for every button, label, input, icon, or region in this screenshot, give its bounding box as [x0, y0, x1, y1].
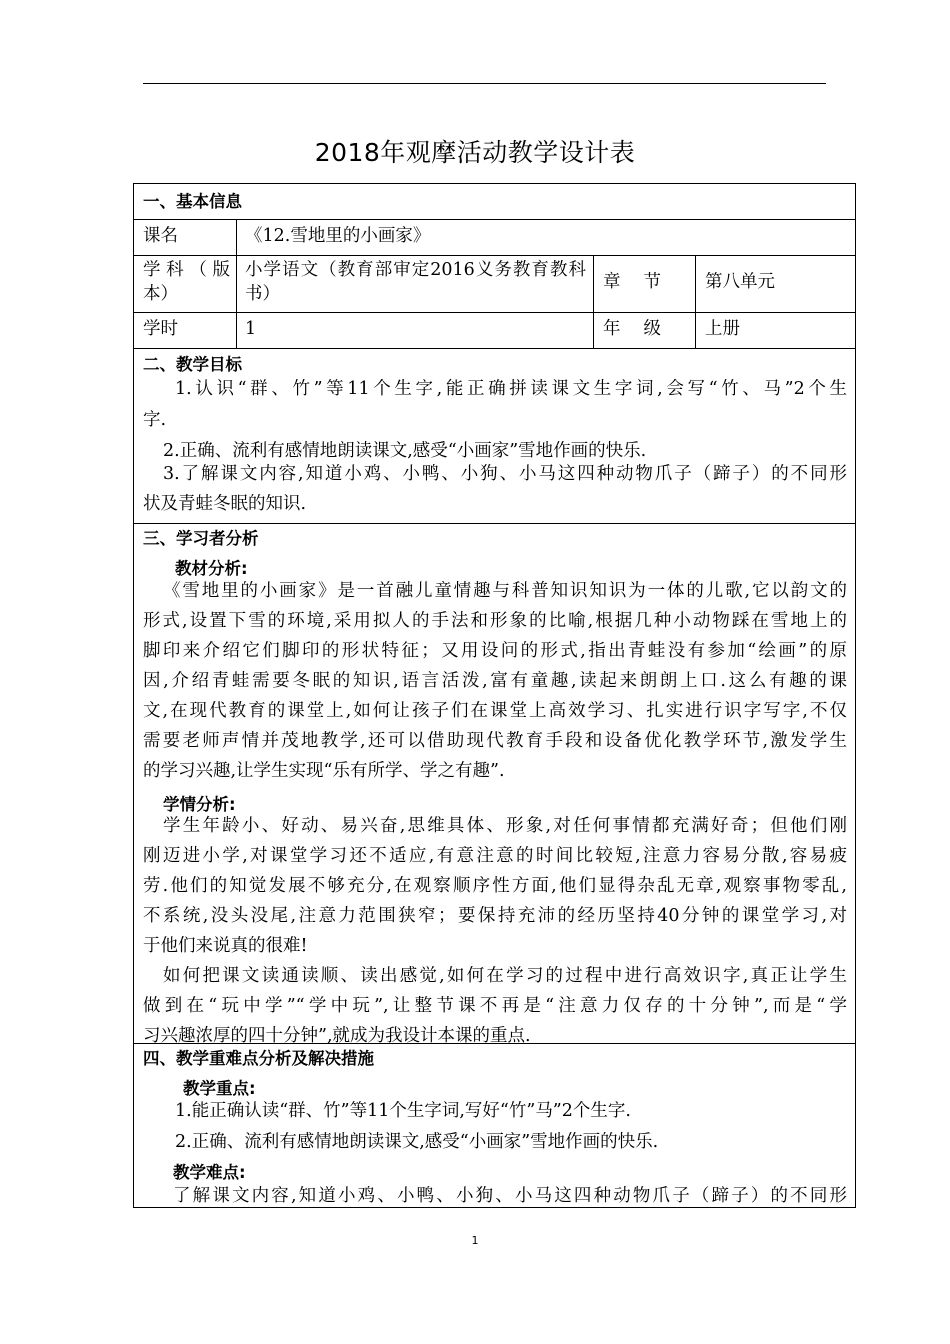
difficult-point-line: 了解课文内容,知道小鸡、小鸭、小狗、小马这四种动物爪子（蹄子）的不同形 [173, 1186, 847, 1206]
student-line: 习兴趣浓厚的四十分钟”,就成为我设计本课的重点. [143, 1026, 531, 1046]
col-divider [695, 255, 696, 349]
difficult-points-heading: 教学难点: [173, 1163, 246, 1182]
student-line: 不系统,没头没尾,注意力范围狭窄；要保持充沛的经历坚持40分钟的课堂学习,对 [143, 906, 847, 926]
row-divider [133, 219, 856, 220]
row-divider [133, 348, 856, 349]
course-value: 《12.雪地里的小画家》 [245, 226, 431, 246]
material-line: 文,在现代教育的课堂上,如何让孩子们在课堂上高效学习、扎实进行识字写字,不仅 [143, 701, 847, 721]
col-divider [236, 219, 237, 349]
grade-value: 上册 [705, 319, 740, 339]
section-heading-goals: 二、教学目标 [143, 355, 242, 374]
goal-line: 1.认识“群、竹”等11个生字,能正确拼读课文生字词,会写“竹、马”2个生 [175, 379, 847, 399]
student-line: 刚迈进小学,对课堂学习还不适应,有意注意的时间比较短,注意力容易分散,容易疲 [143, 846, 847, 866]
key-points-heading: 教学重点: [183, 1079, 256, 1098]
page-number: 1 [471, 1234, 479, 1247]
section-heading-basic-info: 一、基本信息 [143, 192, 242, 211]
hours-value: 1 [245, 319, 257, 339]
material-line: 脚印来介绍它们脚印的形状特征；又用设问的形式,指出青蛙没有参加“绘画”的原 [143, 641, 847, 661]
row-divider [133, 255, 856, 256]
course-label: 课名 [143, 226, 178, 246]
section-heading-learner: 三、学习者分析 [143, 529, 259, 548]
goal-line: 状及青蛙冬眠的知识. [143, 494, 307, 514]
chapter-value: 第八单元 [705, 272, 775, 292]
student-analysis-heading: 学情分析: [163, 795, 236, 814]
subject-label-line2: 本） [143, 284, 178, 304]
key-point-line: 1.能正确认读“群、竹”等11个生字词,写好“竹”马”2个生字. [175, 1101, 631, 1121]
material-line: 的学习兴趣,让学生实现“乐有所学、学之有趣”. [143, 761, 505, 781]
hours-label: 学时 [143, 319, 178, 339]
goal-line: 字. [143, 410, 167, 430]
goal-line: 2.正确、流利有感情地朗读课文,感受“小画家”雪地作画的快乐. [163, 441, 647, 461]
subject-value-line2: 书） [245, 284, 280, 304]
table-border-left [133, 183, 134, 1208]
subject-label-line1: 学科（版 [143, 260, 230, 280]
row-divider [133, 312, 856, 313]
table-border-top [133, 183, 856, 184]
subject-value-line1: 小学语文（教育部审定2016义务教育教科 [245, 260, 586, 280]
key-point-line: 2.正确、流利有感情地朗读课文,感受“小画家”雪地作画的快乐. [175, 1132, 659, 1152]
col-divider [593, 255, 594, 349]
header-rule [143, 83, 826, 84]
chapter-label: 章 节 [603, 272, 661, 292]
grade-label: 年 级 [603, 319, 661, 339]
student-line: 学生年龄小、好动、易兴奋,思维具体、形象,对任何事情都充满好奇；但他们刚 [163, 816, 847, 836]
student-line: 如何把课文读通读顺、读出感觉,如何在学习的过程中进行高效识字,真正让学生 [163, 966, 847, 986]
material-line: 因,介绍青蛙需要冬眠的知识,语言活泼,富有童趣,读起来朗朗上口.这么有趣的课 [143, 671, 847, 691]
table-border-right [855, 183, 856, 1208]
goal-line: 3.了解课文内容,知道小鸡、小鸭、小狗、小马这四种动物爪子（蹄子）的不同形 [163, 464, 847, 484]
document-title: 2018年观摩活动教学设计表 [314, 138, 636, 167]
material-analysis-heading: 教材分析: [175, 559, 248, 578]
student-line: 劳.他们的知觉发展不够充分,在观察顺序性方面,他们显得杂乱无章,观察事物零乱, [143, 876, 847, 896]
student-line: 做到在“玩中学”“学中玩”,让整节课不再是“注意力仅存的十分钟”,而是“学 [143, 996, 847, 1016]
material-line: 《雪地里的小画家》是一首融儿童情趣与科普知识知识为一体的儿歌,它以韵文的 [163, 581, 847, 601]
lesson-design-table [133, 183, 856, 1208]
student-line: 于他们来说真的很难! [143, 936, 308, 956]
material-line: 需要老师声情并茂地教学,还可以借助现代教育手段和设备优化教学环节,激发学生 [143, 731, 847, 751]
section-heading-keypoints: 四、教学重难点分析及解决措施 [143, 1049, 374, 1068]
material-line: 形式,设置下雪的环境,采用拟人的手法和形象的比喻,根据几种小动物踩在雪地上的 [143, 611, 847, 631]
